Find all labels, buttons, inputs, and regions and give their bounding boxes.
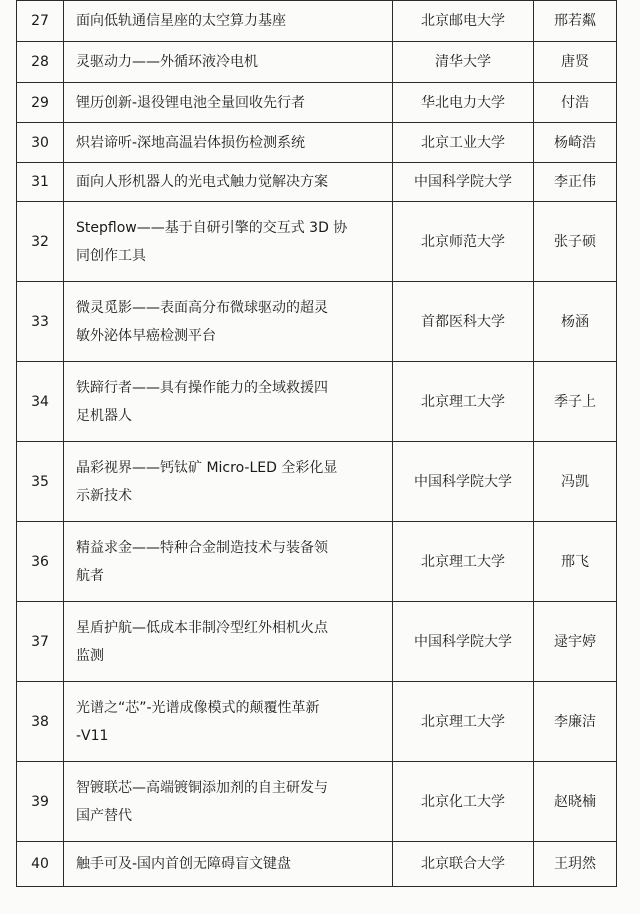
table-row — [17, 522, 617, 602]
table-row — [17, 682, 617, 762]
person-cell — [534, 682, 617, 762]
school-cell — [393, 522, 534, 602]
row-number-text: 29 — [31, 94, 49, 111]
person-cell — [534, 123, 617, 163]
row-number-cell — [17, 83, 64, 123]
person-text: 冯凯 — [561, 473, 589, 490]
school-text: 华北电力大学 — [421, 94, 505, 111]
school-text: 中国科学院大学 — [414, 473, 512, 490]
person-cell — [534, 362, 617, 442]
table-row — [17, 83, 617, 123]
project-name-cell — [64, 163, 393, 202]
award-table — [16, 0, 617, 887]
school-cell — [393, 602, 534, 682]
table-row — [17, 602, 617, 682]
project-name-text: 面向低轨通信星座的太空算力基座 — [76, 13, 286, 29]
person-text: 季子上 — [554, 393, 596, 410]
school-text: 北京理工大学 — [421, 393, 505, 410]
person-cell — [534, 522, 617, 602]
row-number-cell — [17, 842, 64, 887]
school-cell — [393, 83, 534, 123]
person-cell — [534, 762, 617, 842]
school-cell — [393, 42, 534, 83]
row-number-cell — [17, 602, 64, 682]
project-name-cell — [64, 682, 393, 762]
person-cell — [534, 83, 617, 123]
person-cell — [534, 282, 617, 362]
person-cell — [534, 202, 617, 282]
row-number-cell — [17, 1, 64, 42]
row-number-text: 30 — [31, 134, 49, 151]
table-row — [17, 202, 617, 282]
table-row — [17, 842, 617, 887]
row-number-text: 39 — [31, 793, 49, 810]
row-number-text: 37 — [31, 633, 49, 650]
table-row — [17, 123, 617, 163]
person-text: 杨崎浩 — [554, 134, 596, 151]
project-name-cell — [64, 522, 393, 602]
project-name-cell — [64, 42, 393, 83]
row-number-cell — [17, 123, 64, 163]
project-name-cell — [64, 1, 393, 42]
row-number-cell — [17, 522, 64, 602]
project-name-text: 铁蹄行者——具有操作能力的全域救援四 足机器人 — [76, 379, 328, 424]
person-text: 逯宇婷 — [554, 633, 596, 650]
row-number-text: 31 — [31, 174, 49, 190]
person-text: 李正伟 — [554, 174, 596, 190]
row-number-cell — [17, 202, 64, 282]
project-name-text: 灵驱动力——外循环液冷电机 — [76, 54, 258, 70]
table-row — [17, 282, 617, 362]
person-text: 邢飞 — [561, 553, 589, 570]
table-row — [17, 762, 617, 842]
person-text: 杨涵 — [561, 313, 589, 330]
school-cell — [393, 163, 534, 202]
person-text: 邢若粼 — [554, 13, 596, 29]
school-text: 北京理工大学 — [421, 713, 505, 730]
person-cell — [534, 1, 617, 42]
row-number-text: 38 — [31, 713, 49, 730]
project-name-cell — [64, 123, 393, 163]
project-name-text: 微灵觅影——表面高分布微球驱动的超灵 敏外泌体早癌检测平台 — [76, 299, 328, 344]
school-text: 首都医科大学 — [421, 313, 505, 330]
project-name-text: 触手可及-国内首创无障碍盲文键盘 — [76, 856, 292, 872]
person-text: 赵晓楠 — [554, 793, 596, 810]
school-cell — [393, 842, 534, 887]
project-name-text: 星盾护航—低成本非制冷型红外相机火点 监测 — [76, 619, 328, 664]
project-name-text: 锂历创新-退役锂电池全量回收先行者 — [76, 94, 306, 111]
school-text: 北京联合大学 — [421, 856, 505, 872]
person-text: 付浩 — [561, 94, 589, 111]
project-name-cell — [64, 762, 393, 842]
school-text: 中国科学院大学 — [414, 633, 512, 650]
row-number-text: 32 — [31, 233, 49, 250]
table-row — [17, 163, 617, 202]
row-number-text: 33 — [31, 313, 49, 330]
school-text: 中国科学院大学 — [414, 174, 512, 190]
project-name-text: 面向人形机器人的光电式触力觉解决方案 — [76, 174, 328, 190]
school-cell — [393, 362, 534, 442]
row-number-text: 40 — [31, 856, 49, 872]
row-number-cell — [17, 282, 64, 362]
table-row — [17, 1, 617, 42]
school-cell — [393, 202, 534, 282]
table-row — [17, 442, 617, 522]
row-number-text: 35 — [31, 473, 49, 490]
person-cell — [534, 442, 617, 522]
person-cell — [534, 163, 617, 202]
person-text: 唐贤 — [561, 54, 589, 70]
row-number-cell — [17, 42, 64, 83]
row-number-text: 27 — [31, 13, 49, 29]
project-name-text: 炽岩谛听-深地高温岩体损伤检测系统 — [76, 134, 306, 151]
row-number-cell — [17, 682, 64, 762]
person-cell — [534, 602, 617, 682]
project-name-cell — [64, 442, 393, 522]
person-cell — [534, 42, 617, 83]
project-name-cell — [64, 842, 393, 887]
project-name-cell — [64, 282, 393, 362]
school-cell — [393, 762, 534, 842]
school-cell — [393, 682, 534, 762]
project-name-text: Stepflow——基于自研引擎的交互式 3D 协 同创作工具 — [76, 219, 348, 264]
row-number-cell — [17, 362, 64, 442]
school-text: 北京理工大学 — [421, 553, 505, 570]
school-text: 北京师范大学 — [421, 233, 505, 250]
project-name-cell — [64, 83, 393, 123]
table-body — [17, 1, 617, 887]
row-number-cell — [17, 163, 64, 202]
table-row — [17, 42, 617, 83]
person-text: 张子硕 — [554, 233, 596, 250]
row-number-text: 34 — [31, 393, 49, 410]
project-name-text: 智镀联芯—高端镀铜添加剂的自主研发与 国产替代 — [76, 779, 328, 824]
school-cell — [393, 123, 534, 163]
row-number-text: 36 — [31, 553, 49, 570]
person-text: 王玥然 — [554, 856, 596, 872]
school-text: 北京化工大学 — [421, 793, 505, 810]
person-cell — [534, 842, 617, 887]
school-text: 清华大学 — [435, 54, 491, 70]
row-number-text: 28 — [31, 54, 49, 70]
school-text: 北京邮电大学 — [421, 13, 505, 29]
project-name-cell — [64, 202, 393, 282]
school-cell — [393, 282, 534, 362]
school-text: 北京工业大学 — [421, 134, 505, 151]
person-text: 李廉洁 — [554, 713, 596, 730]
school-cell — [393, 442, 534, 522]
project-name-text: 精益求金——特种合金制造技术与装备领 航者 — [76, 539, 328, 584]
project-name-text: 光谱之“芯”-光谱成像模式的颠覆性革新 -V11 — [76, 699, 320, 744]
row-number-cell — [17, 442, 64, 522]
project-name-text: 晶彩视界——钙钛矿 Micro-LED 全彩化显 示新技术 — [76, 459, 338, 504]
table-row — [17, 362, 617, 442]
row-number-cell — [17, 762, 64, 842]
project-name-cell — [64, 602, 393, 682]
school-cell — [393, 1, 534, 42]
project-name-cell — [64, 362, 393, 442]
